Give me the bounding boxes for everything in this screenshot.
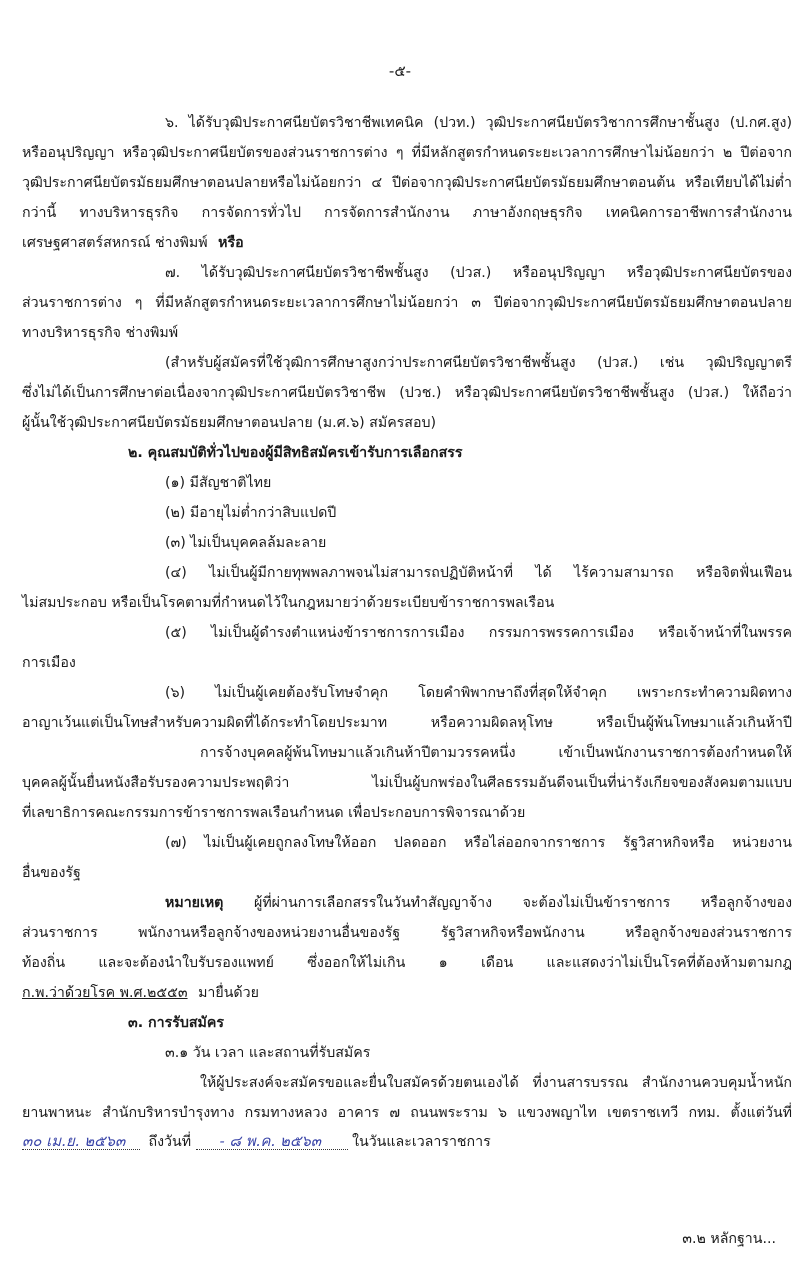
qualification-6-line-3: การจ้างบุคคลผู้พ้นโทษมาแล้วเกินห้าปีตามวรรคหนึ่ง เข้าเป็นพนักงานราชการต้องกำหนดให้ — [200, 745, 792, 761]
remark-regulation: ก.พ.ว่าด้วยโรค พ.ศ.๒๕๕๓ — [22, 985, 188, 1001]
remark-line-3: ท้องถิ่น และจะต้องนำใบรับรองแพทย์ ซึ่งออกให้ไม่เกิน ๑ เดือน และแสดงว่าไม่เป็นโรคที่ต้องห้ามตามกฎ — [22, 955, 792, 971]
section3-1-line-2: ยานพาหนะ สำนักบริหารบำรุงทาง กรมทางหลวง อาคาร ๗ ถนนพระราม ๖ แขวงพญาไท เขตราชเทวี กทม. ตั้งแต่วันที่ — [22, 1105, 792, 1121]
qualification-6-line-4: บุคคลผู้นั้นยื่นหนังสือรับรองความประพฤติว่า ไม่เป็นผู้บกพร่องในศีลธรรมอันดีจนเป็นที่น่ารังเกียจของสังคมตามแบบ — [22, 775, 792, 791]
para7-line-1: ๗. ได้รับวุฒิประกาศนียบัตรวิชาชีพชั้นสูง (ปวส.) หรืออนุปริญญา หรือวุฒิประกาศนียบัตรของ — [165, 265, 792, 281]
qualification-6-line-2: อาญาเว้นแต่เป็นโทษสำหรับความผิดที่ได้กระทำโดยประมาท หรือความผิดลหุโทษ หรือเป็นผู้พ้นโทษมาแล้วเกินห้าปี — [22, 715, 792, 731]
note-line-1: (สำหรับผู้สมัครที่ใช้วุฒิการศึกษาสูงกว่าประกาศนียบัตรวิชาชีพชั้นสูง (ปวส.) เช่น วุฒิปริญญาตรี — [165, 355, 792, 371]
remark-text-1: ผู้ที่ผ่านการเลือกสรรในวันทำสัญญาจ้าง จะต้องไม่เป็นข้าราชการ หรือลูกจ้างของ — [254, 895, 792, 911]
para6-line-3: วุฒิประกาศนียบัตรมัธยมศึกษาตอนปลายหรือไม่น้อยกว่า ๔ ปีต่อจากวุฒิประกาศนียบัตรมัธยมศึกษาตอนต้น หรือเทียบได้ไม่ต่ำ — [22, 175, 792, 191]
qualification-6: (๖) ไม่เป็นผู้เคยต้องรับโทษจำคุก โดยคำพิพากษาถึงที่สุดให้จำคุก เพราะกระทำความผิดทาง — [165, 685, 792, 701]
para7-line-2: ส่วนราชการต่าง ๆ ที่มีหลักสูตรกำหนดระยะเวลาการศึกษาไม่น้อยกว่า ๓ ปีต่อจากวุฒิประกาศนียบัตรมัธยมศึกษาตอนปลาย — [22, 295, 792, 311]
date-to: - ๘ พ.ค. ๒๕๖๓ — [219, 1132, 321, 1150]
date-to-field — [196, 1134, 348, 1150]
para6-line-5 — [22, 236, 244, 250]
para6-line-1: ๖. ได้รับวุฒิประกาศนียบัตรวิชาชีพเทคนิค (ปวท.) วุฒิประกาศนียบัตรวิชาการศึกษาชั้นสูง (ป.กศ.สูง) — [165, 115, 792, 131]
para6-last-text: เศรษฐศาสตร์สหกรณ์ ช่างพิมพ์ — [22, 235, 208, 251]
section3-1-dates — [22, 1134, 491, 1150]
qualification-7-cont: อื่นของรัฐ — [22, 865, 81, 881]
page-number: -๕- — [388, 62, 412, 80]
qualification-6-line-5: ที่เลขาธิการคณะกรรมการข้าราชการพลเรือนกำหนด เพื่อประกอบการพิจารณาด้วย — [22, 805, 526, 821]
remark-line-1 — [165, 896, 792, 910]
next-page-indicator: ๓.๒ หลักฐาน... — [682, 1231, 776, 1247]
qualification-2: (๒) มีอายุไม่ต่ำกว่าสิบแปดปี — [165, 505, 337, 521]
section3-1-heading: ๓.๑ วัน เวลา และสถานที่รับสมัคร — [165, 1045, 371, 1061]
qualification-5: (๕) ไม่เป็นผู้ดำรงตำแหน่งข้าราชการการเมือง กรรมการพรรคการเมือง หรือเจ้าหน้าที่ในพรรค — [165, 625, 792, 641]
to-date-label: ถึงวันที่ — [148, 1134, 192, 1150]
para6-or: หรือ — [218, 235, 244, 251]
date-from: ๓๐ เม.ย. ๒๕๖๓ — [22, 1132, 126, 1150]
section3-heading: ๓. การรับสมัคร — [128, 1015, 224, 1031]
qualification-3: (๓) ไม่เป็นบุคคลล้มละลาย — [165, 535, 327, 551]
para6-line-4: กว่านี้ ทางบริหารธุรกิจ การจัดการทั่วไป การจัดการสำนักงาน ภาษาอังกฤษธุรกิจ เทคนิคการอาชีพการสำนักงาน — [22, 205, 792, 221]
remark-label: หมายเหตุ — [165, 895, 224, 911]
remark-tail: มายื่นด้วย — [198, 985, 259, 1001]
section2-heading: ๒. คุณสมบัติทั่วไปของผู้มีสิทธิสมัครเข้ารับการเลือกสรร — [128, 445, 463, 461]
note-line-3: ผู้นั้นใช้วุฒิประกาศนียบัตรมัธยมศึกษาตอนปลาย (ม.ศ.๖) สมัครสอบ) — [22, 415, 437, 431]
para6-line-2: หรืออนุปริญญา หรือวุฒิประกาศนียบัตรของส่วนราชการต่าง ๆ ที่มีหลักสูตรกำหนดระยะเวลาการศึกษาไม่น้อยกว่า ๒ ปีต่อจาก — [22, 145, 792, 161]
qualification-4: (๔) ไม่เป็นผู้มีกายทุพพลภาพจนไม่สามารถปฏิบัติหน้าที่ ได้ ไร้ความสามารถ หรือจิตฟั่นเฟือน — [165, 565, 792, 581]
qualification-5-cont: การเมือง — [22, 655, 76, 671]
date-from-field — [22, 1134, 140, 1150]
remark-line-2: ส่วนราชการ พนักงานหรือลูกจ้างของหน่วยงานอื่นของรัฐ รัฐวิสาหกิจหรือพนักงาน หรือลูกจ้างของส่วนราชการ — [22, 925, 792, 941]
qualification-1: (๑) มีสัญชาติไทย — [165, 475, 272, 491]
qualification-4-cont: ไม่สมประกอบ หรือเป็นโรคตามที่กำหนดไว้ในกฎหมายว่าด้วยระเบียบข้าราชการพลเรือน — [22, 595, 555, 611]
remark-line-4 — [22, 986, 259, 1000]
qualification-7: (๗) ไม่เป็นผู้เคยถูกลงโทษให้ออก ปลดออก หรือไล่ออกจากราชการ รัฐวิสาหกิจหรือ หน่วยงาน — [165, 835, 792, 851]
office-hours-text: ในวันและเวลาราชการ — [352, 1134, 491, 1150]
section3-1-line-1: ให้ผู้ประสงค์จะสมัครขอและยื่นใบสมัครด้วยตนเองได้ ที่งานสารบรรณ สำนักงานควบคุมน้ำหนัก — [200, 1075, 792, 1091]
note-line-2: ซึ่งไม่ได้เป็นการศึกษาต่อเนื่องจากวุฒิประกาศนียบัตรวิชาชีพ (ปวช.) หรือวุฒิประกาศนียบัตรวิชาชีพชั้นสูง (ปวส.) ให้ถือว่า — [22, 385, 792, 401]
para7-line-3: ทางบริหารธุรกิจ ช่างพิมพ์ — [22, 325, 179, 341]
